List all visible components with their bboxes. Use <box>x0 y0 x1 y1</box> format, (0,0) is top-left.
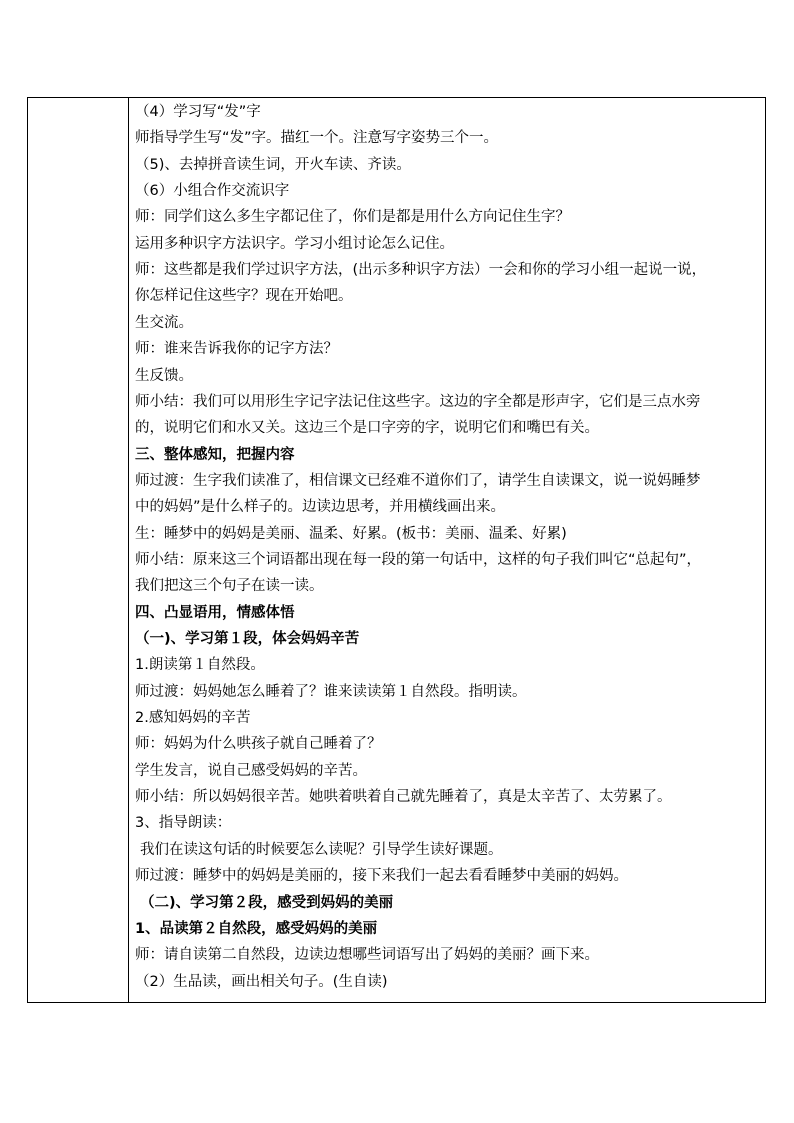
text-line: 生：睡梦中的妈妈是美丽、温柔、好累。(板书：美丽、温柔、好累) <box>135 525 567 542</box>
text-line: 我们在读这句话的时候要怎么读呢？引导学生读好课题。 <box>140 841 503 858</box>
text-line: 师：妈妈为什么哄孩子就自己睡着了？ <box>135 736 382 753</box>
text-line: 中的妈妈”是什么样子的。边读边思考，并用横线画出来。 <box>135 499 506 516</box>
section-heading: 1、品读第２自然段，感受妈妈的美丽 <box>135 920 378 937</box>
text-line: 我们把这三个句子在读一读。 <box>135 578 324 595</box>
text-line: 生反馈。 <box>135 367 193 384</box>
text-line: （2）生品读，画出相关句子。(生自读) <box>135 973 388 990</box>
table-left-column <box>28 98 129 1002</box>
text-line: 学生发言，说自己感受妈妈的辛苦。 <box>135 762 367 779</box>
text-line: 师指导学生写“发”字。描红一个。注意写字姿势三个一。 <box>135 130 499 147</box>
text-line: （6）小组合作交流识字 <box>135 183 290 200</box>
text-line: 师过渡：睡梦中的妈妈是美丽的，接下来我们一起去看看睡梦中美丽的妈妈。 <box>135 868 628 885</box>
text-line: 师：谁来告诉我你的记字方法？ <box>135 341 338 358</box>
section-heading: 四、凸显语用，情感体悟 <box>135 604 295 621</box>
text-line: 你怎样记住这些字？现在开始吧。 <box>135 288 353 305</box>
text-line: 的，说明它们和水又关。这边三个是口字旁的字，说明它们和嘴巴有关。 <box>135 420 599 437</box>
text-line: 师：同学们这么多生字都记住了，你们是都是用什么方向记住生字？ <box>135 209 570 226</box>
section-heading: （一)、学习第１段，体会妈妈辛苦 <box>135 631 360 647</box>
text-line: 1.朗读第１自然段。 <box>135 657 265 674</box>
table-content-column <box>129 98 765 1002</box>
text-line: 3、指导朗读： <box>135 815 232 832</box>
lesson-table <box>27 97 766 1003</box>
section-heading: 三、整体感知，把握内容 <box>135 446 295 463</box>
text-line: 师过渡：妈妈她怎么睡着了？谁来读读第１自然段。指明读。 <box>135 683 527 700</box>
section-heading: （二)、学习第２段，感受到妈妈的美丽 <box>140 894 394 911</box>
text-line: （5)、去掉拼音读生词，开火车读、齐读。 <box>135 156 411 173</box>
text-line: 师小结：原来这三个词语都出现在每一段的第一句话中，这样的句子我们叫它“总起句”， <box>135 551 702 568</box>
text-line: 师小结：我们可以用形生字记字法记住这些字。这边的字全都是形声字，它们是三点水旁 <box>135 393 701 410</box>
text-line: 2.感知妈妈的辛苦 <box>135 710 251 727</box>
text-line: 师：请自读第二自然段，边读边想哪些词语写出了妈妈的美丽？画下来。 <box>135 947 599 964</box>
text-line: （4）学习写“发”字 <box>135 104 261 120</box>
text-line: 生交流。 <box>135 314 193 331</box>
text-line: 师过渡：生字我们读准了，相信课文已经难不道你们了，请学生自读课文，说一说妈睡梦 <box>135 472 701 489</box>
text-line: 师小结：所以妈妈很辛苦。她哄着哄着自己就先睡着了，真是太辛苦了、太劳累了。 <box>135 789 672 806</box>
text-line: 师：这些都是我们学过识字方法，(出示多种识字方法）一会和你的学习小组一起说一说， <box>135 262 707 279</box>
text-line: 运用多种识字方法识字。学习小组讨论怎么记住。 <box>135 235 454 252</box>
